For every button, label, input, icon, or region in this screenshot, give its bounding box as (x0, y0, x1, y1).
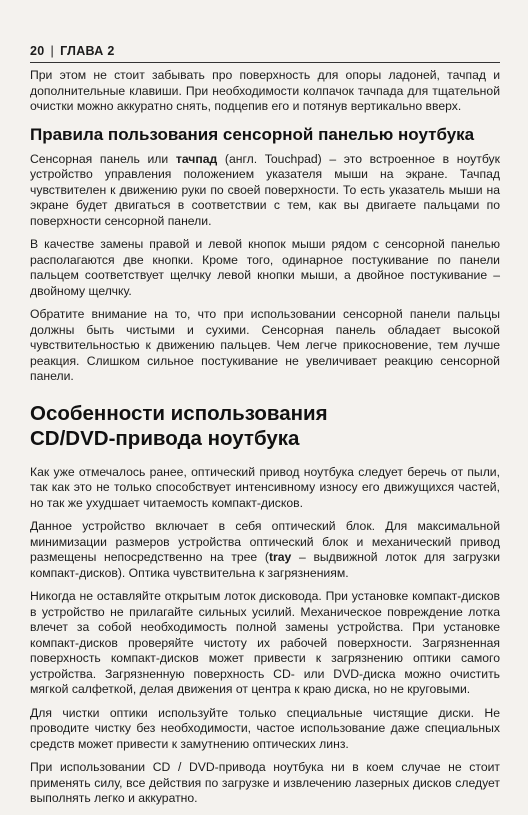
text-fragment: Сенсорная панель или (30, 151, 176, 166)
text-fragment: Данное устройство включает в себя оптический блок. Для максимальной минимизации размеров устройства оптический блок и механический привод размещены непосредственно на трее ( (30, 519, 500, 564)
paragraph-tray-handling: Никогда не оставляйте открытым лоток дисковода. При установке компакт-дисков в устройство не прилагайте сильных усилий. Механическое повреждение лотка влечет за собой необходимость полной замены устройства. При установке компакт-дисков проверяйте чистоту их рабочей поверхности. Загрязненная поверхность компакт-дисков может привести к загрязнению оптики самого устройства. Загрязненную поверхность CD- или DVD-диска можно очистить мягкой салфеткой, делая движения от центра к краю диска, но не круговыми. (30, 589, 500, 696)
paragraph-touchpad-definition (30, 152, 500, 230)
paragraph-dust-warning: Как уже отмечалось ранее, оптический привод ноутбука следует беречь от пыли, так как это не только способствует интенсивному износу его движущихся частей, но так же ухудшает читаемость компакт-дисков. (30, 464, 500, 510)
page-content (30, 68, 500, 815)
paragraph-gentle-use: При использовании CD / DVD-привода ноутбука ни в коем случае не стоит применять силу, все действия по загрузке и извлечению лазерных дисков следует выполнять легко и аккуратно. (30, 760, 500, 805)
running-head (30, 44, 500, 58)
paragraph-touchpad-care: Обратите внимание на то, что при использовании сенсорной панели пальцы должны быть чистыми и сухими. Сенсорная панель обладает высокой чувствительностью к движению пальцев. Чем легче прикосновение, тем лучше реакция. Слишком сильное постукивание не увеличивает реакцию сенсорной панели. (30, 307, 500, 383)
section-title-line: CD/DVD-привода ноутбука (30, 426, 300, 450)
header-separator: | (50, 44, 55, 58)
header-rule (30, 62, 500, 63)
text-fragment: – выдвижной лоток для загрузки компакт-дисков). Оптика чувствительна к загрязнениям. (30, 550, 501, 580)
paragraph-optics-cleaning: Для чистки оптики используйте только специальные чистящие диски. Не проводите чистку без необходимости, частое использование даже специальных средств может привести к замутнению оптических линз. (30, 705, 500, 751)
paragraph-keyboard-cleaning: При этом не стоит забывать про поверхность для опоры ладоней, тачпад и дополнительные клавиши. При необходимости колпачок тачпада для тщательной очистки можно аккуратно снять, подцепив его и потянув вертикально вверх. (30, 68, 500, 113)
section-title-line: Особенности использования (30, 401, 328, 425)
term-tray: tray (268, 550, 292, 564)
term-touchpad: тачпад (175, 151, 218, 166)
text-fragment: (англ. Touchpad) – это встроенное в ноутбук устройство управления положением указателя мыши на экране. Тачпад чувствителен к движению руки по своей поверхности. То есть указатель мыши на экране будет двигаться в соответствии с тем, как вы двигаете пальцами по поверхности сенсорной панели. (30, 151, 500, 228)
section-title-cd-dvd (30, 401, 500, 451)
section-title-touchpad: Правила пользования сенсорной панелью ноутбука (30, 124, 475, 144)
page-number: 20 (30, 44, 45, 58)
paragraph-touchpad-buttons: В качестве замены правой и левой кнопок мыши рядом с сенсорной панелью располагаются две кнопки. Кроме того, одинарное постукивание по панели пальцем соответствует щелчку левой кнопки мыши, а двойное постукивание – двойному щелчку. (30, 237, 500, 298)
chapter-label: ГЛАВА 2 (60, 44, 115, 58)
paragraph-optical-block (30, 519, 500, 581)
